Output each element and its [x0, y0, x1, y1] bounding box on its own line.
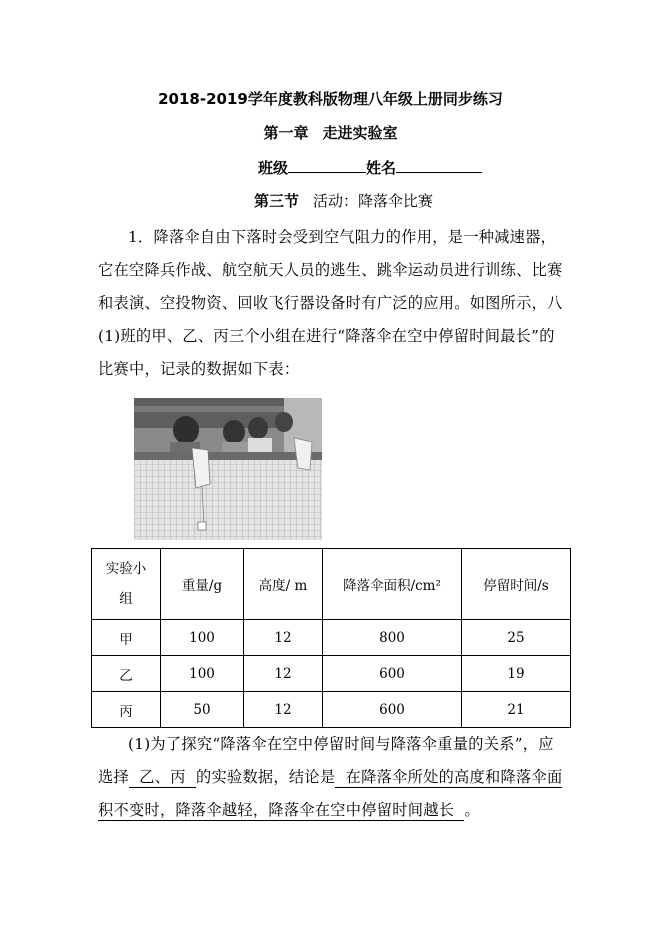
table-cell: 21	[462, 692, 571, 728]
chapter-name: 走进实验室	[322, 124, 398, 142]
sub-question-text	[98, 728, 568, 827]
class-blank[interactable]	[288, 156, 366, 173]
table-cell: 100	[161, 656, 244, 692]
header-cell: 停留时间/s	[462, 549, 571, 620]
section-heading	[254, 190, 433, 211]
header-cell: 实验小组	[92, 549, 161, 620]
table-cell: 12	[244, 620, 323, 656]
table-cell: 12	[244, 692, 323, 728]
name-label: 姓名	[366, 159, 397, 177]
section-number: 第三节	[254, 192, 300, 210]
table-row	[92, 656, 571, 692]
sub-question-prefix: (1)为了探究“降落伞在空中停留时间与降落伞重量的关系”，应选择	[98, 735, 554, 786]
header-cell: 高度/ m	[244, 549, 323, 620]
header-cell: 降落伞面积/cm²	[323, 549, 462, 620]
parachute-photo	[134, 398, 322, 540]
table-cell: 25	[462, 620, 571, 656]
name-blank[interactable]	[396, 156, 482, 173]
header-cell: 重量/g	[161, 549, 244, 620]
experiment-data-table	[91, 548, 571, 728]
table-cell: 乙	[92, 656, 161, 692]
table-cell: 丙	[92, 692, 161, 728]
chapter-number: 第一章	[263, 124, 309, 142]
question-body: 降落伞自由下落时会受到空气阻力的作用，是一种减速器，它在空降兵作战、航空航天人员的逃生、跳伞运动员进行训练、比赛和表演、空投物资、回收飞行器设备时有广泛的应用。如图所示，八(1)班的甲、乙、丙三个小组在进行“降落伞在空中停留时间最长”的比赛中，记录的数据如下表：	[98, 228, 563, 378]
answer-blank-1: 乙、丙	[129, 768, 196, 788]
student-info-line	[258, 156, 482, 178]
section-name: 活动：降落伞比赛	[313, 192, 434, 210]
table-cell: 800	[323, 620, 462, 656]
table-row	[92, 620, 571, 656]
table-row	[92, 692, 571, 728]
document-title: 2018-2019学年度教科版物理八年级上册同步练习	[158, 90, 503, 108]
table-cell: 100	[161, 620, 244, 656]
table-cell: 600	[323, 656, 462, 692]
table-header-row	[92, 549, 571, 620]
class-label: 班级	[258, 159, 289, 177]
table-cell: 甲	[92, 620, 161, 656]
question-number: 1．	[128, 228, 154, 246]
table-cell: 50	[161, 692, 244, 728]
table-cell: 12	[244, 656, 323, 692]
table-cell: 600	[323, 692, 462, 728]
question-text	[98, 221, 568, 386]
table-cell: 19	[462, 656, 571, 692]
sub-question-middle: 的实验数据，结论是	[195, 768, 336, 786]
sub-question-suffix: 。	[464, 801, 480, 819]
answer-blank-2: 在降落伞所处的高度和降落伞面积不变时，降落伞越轻，降落伞在空中停留时间越长	[98, 768, 563, 819]
chapter-heading	[0, 122, 661, 143]
